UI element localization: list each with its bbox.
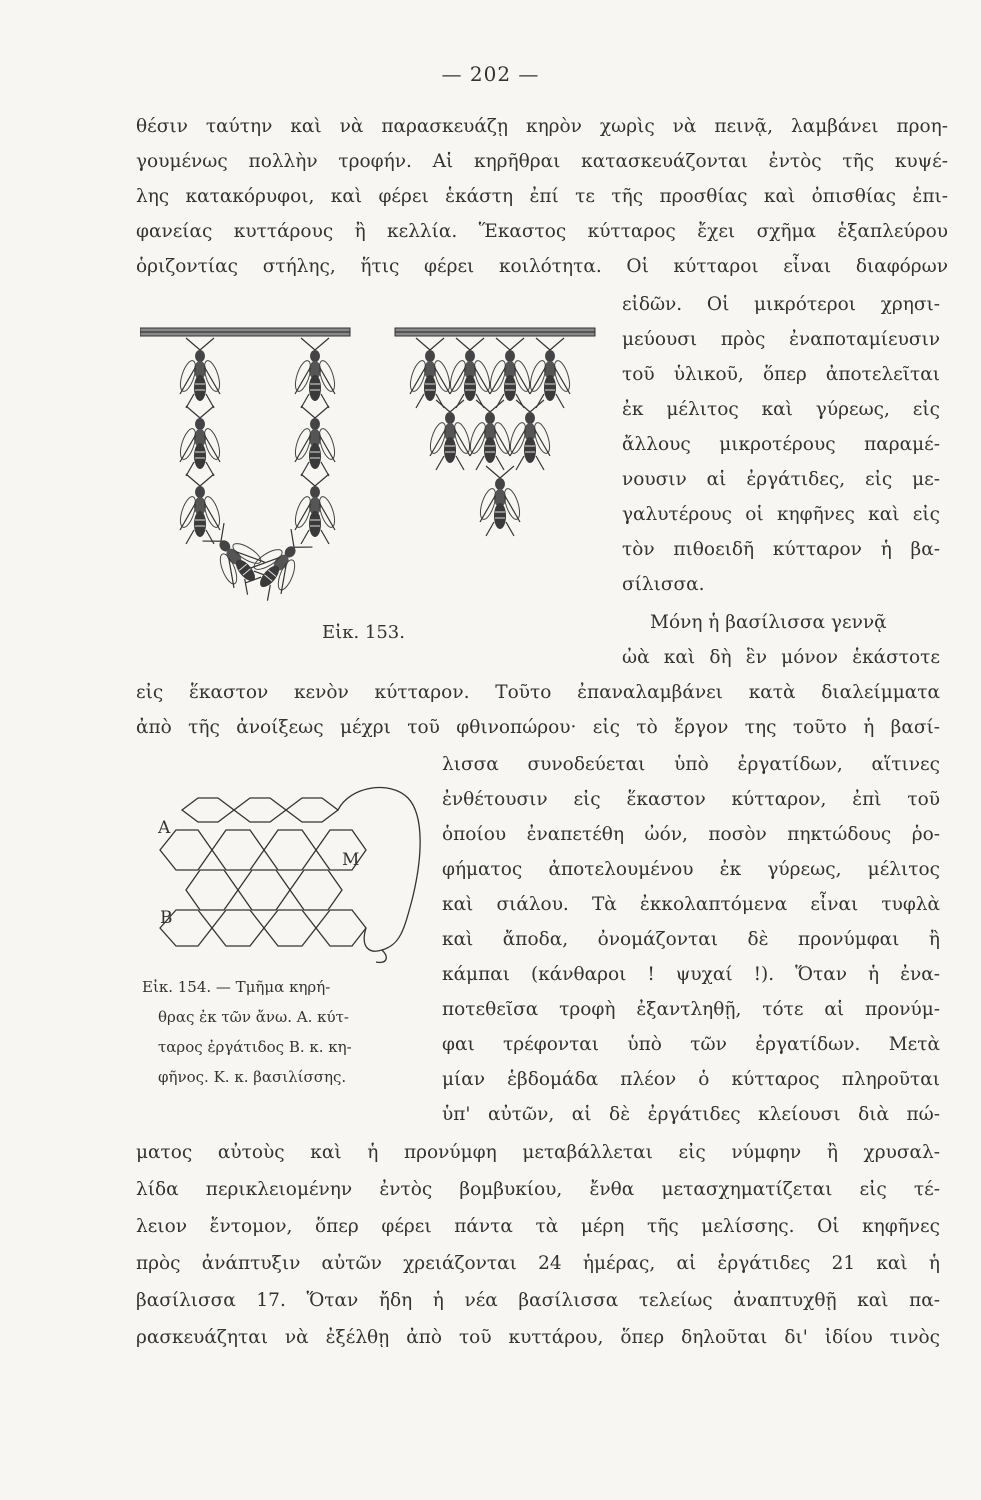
text-line: τὸν πιθοειδῆ κύτταρον ἡ βα-: [622, 539, 940, 560]
text-line: λειον ἔντομον, ὅπερ φέρει πάντα τὰ μέρη τῆς μελίσσης. Οἱ κηφῆνες: [136, 1216, 940, 1237]
text-line: πρὸς ἀνάπτυξιν αὐτῶν χρειάζονται 24 ἡμέρας, αἱ ἐργάτιδες 21 καὶ ἡ: [136, 1253, 940, 1274]
figure-154-caption-line: θρας ἐκ τῶν ἄνω. Α. κύτ-: [158, 1008, 350, 1026]
text-line: γουμένως πολλὴν τροφήν. Αἱ κηρῆθραι κατασκευάζονται ἐντὸς τῆς κυψέ-: [136, 151, 948, 172]
text-line: θέσιν ταύτην καὶ νὰ παρασκευάζῃ κηρὸν χωρὶς νὰ πεινᾷ, λαμβάνει προη-: [136, 116, 948, 137]
label-b: B: [160, 908, 173, 928]
label-m: M: [342, 850, 360, 870]
text-line: ρασκευάζηται νὰ ἐξέλθῃ ἀπὸ τοῦ κυττάρου, ὅπερ δηλοῦται δι' ἰδίου τινὸς: [136, 1327, 940, 1348]
text-line: μίαν ἑβδομάδα πλέον ὁ κύτταρος πληροῦται: [442, 1069, 940, 1090]
figure-153-bee-chains: [140, 320, 600, 610]
text-line: Μόνη ἡ βασίλισσα γεννᾷ: [650, 612, 887, 633]
text-line: ὁριζοντίας στήλης, ἥτις φέρει κοιλότητα. Οἱ κύτταροι εἶναι διαφόρων: [136, 256, 948, 277]
text-line: καὶ ἄποδα, ὀνομάζονται δὲ προνύμφαι ἢ: [442, 929, 940, 950]
text-line: ἀπὸ τῆς ἀνοίξεως μέχρι τοῦ φθινοπώρου· εἰς τὸ ἔργον της τοῦτο ἡ βασί-: [136, 717, 940, 738]
page-number: — 202 —: [441, 62, 540, 86]
text-line: λης κατακόρυφοι, καὶ φέρει ἑκάστη ἐπί τε τῆς προσθίας καὶ ὀπισθίας ἐπι-: [136, 186, 948, 207]
figure-154-caption-line: Εἰκ. 154. — Τμῆμα κηρή-: [142, 978, 331, 996]
text-line: ὑπ' αὐτῶν, αἱ δὲ ἐργάτιδες κλείουσι διὰ πώ-: [442, 1104, 940, 1125]
text-line: ματος αὐτοὺς καὶ ἡ προνύμφη μεταβάλλεται εἰς νύμφην ἢ χρυσαλ-: [136, 1142, 940, 1163]
text-line: νουσιν αἱ ἐργάτιδες, εἰς με-: [622, 469, 940, 490]
text-line: ἐνθέτουσιν εἰς ἕκαστον κύτταρον, ἐπὶ τοῦ: [442, 789, 940, 810]
text-line: ἄλλους μικροτέρους παραμέ-: [622, 434, 940, 455]
text-line: λισσα συνοδεύεται ὑπὸ ἐργατίδων, αἵτινες: [442, 754, 940, 775]
figure-154-caption-line: ταρος ἐργάτιδος Β. κ. κη-: [158, 1038, 352, 1056]
text-line: σίλισσα.: [622, 574, 705, 595]
text-line: βασίλισσα 17. Ὅταν ἤδη ἡ νέα βασίλισσα τελείως ἀναπτυχθῇ καὶ πα-: [136, 1290, 940, 1311]
text-line: τοῦ ὑλικοῦ, ὅπερ ἀποτελεῖται: [622, 364, 940, 385]
figure-154-caption-line: φῆνος. Κ. κ. βασιλίσσης.: [158, 1068, 347, 1086]
text-line: ἐκ μέλιτος καὶ γύρεως, εἰς: [622, 399, 940, 420]
text-line: κάμπαι (κάνθαροι ! ψυχαί !). Ὅταν ἡ ἐνα-: [442, 964, 940, 985]
text-line: εἰς ἕκαστον κενὸν κύτταρον. Τοῦτο ἐπαναλαμβάνει κατὰ διαλείμματα: [136, 682, 940, 703]
text-line: φήματος ἀποτελουμένου ἐκ γύρεως, μέλιτος: [442, 859, 940, 880]
text-line: γαλυτέρους οἱ κηφῆνες καὶ εἰς: [622, 504, 940, 525]
text-line: φανείας κυττάρους ἢ κελλία. Ἕκαστος κύτταρος ἔχει σχῆμα ἑξαπλεύρου: [136, 221, 948, 242]
text-line: λίδα περικλειομένην ἐντὸς βομβυκίου, ἔνθα μετασχηματίζεται εἰς τέ-: [136, 1179, 940, 1200]
text-line: ποτεθεῖσα τροφὴ ἐξαντληθῇ, τότε αἱ προνύμ-: [442, 999, 940, 1020]
text-line: καὶ σιάλου. Τὰ ἐκκολαπτόμενα εἶναι τυφλὰ: [442, 894, 940, 915]
text-line: φαι τρέφονται ὑπὸ τῶν ἐργατίδων. Μετὰ: [442, 1034, 940, 1055]
text-line: ὠὰ καὶ δὴ ἓν μόνον ἑκάστοτε: [622, 647, 940, 668]
text-line: ὁποίου ἐναπετέθη ὠόν, ποσὸν πηκτώδους ῥο-: [442, 824, 940, 845]
figure-154-honeycomb: [150, 780, 425, 970]
text-line: εἰδῶν. Οἱ μικρότεροι χρησι-: [622, 294, 940, 315]
label-a: A: [158, 818, 171, 838]
figure-153-caption: Εἰκ. 153.: [322, 622, 405, 643]
text-line: μεύουσι πρὸς ἐναποταμίευσιν: [622, 329, 940, 350]
